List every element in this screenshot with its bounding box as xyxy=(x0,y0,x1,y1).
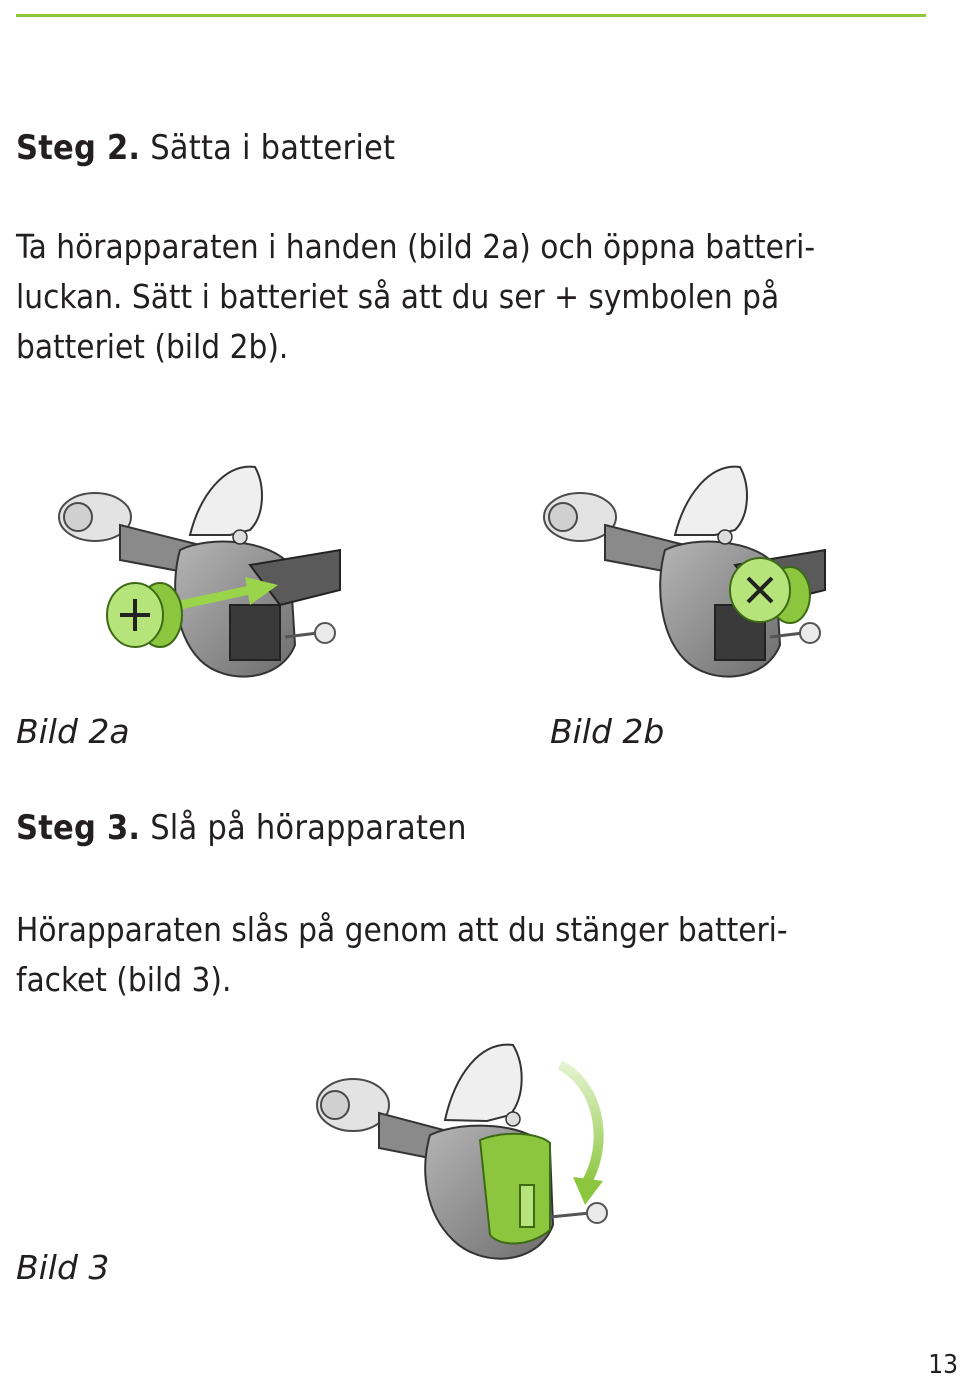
step2-paragraph xyxy=(16,222,815,372)
step3-line-2: facket (bild 3). xyxy=(16,960,232,999)
top-rule xyxy=(16,14,926,17)
step3-heading xyxy=(16,808,467,848)
step2-line-1: Ta hörapparaten i handen (bild 2a) och öppna batteri- xyxy=(16,227,816,266)
step2-line-2: luckan. Sätt i batteriet så att du ser + symbolen på xyxy=(16,277,780,316)
step2-label: Steg 2. xyxy=(16,128,141,168)
step3-paragraph xyxy=(16,905,788,1005)
step3-label: Steg 3. xyxy=(16,808,141,848)
step2-title: Sätta i batteriet xyxy=(150,128,396,168)
step3-line-1: Hörapparaten slås på genom att du stänger batteri- xyxy=(16,910,788,949)
figure-2b-battery-inserted xyxy=(535,455,835,695)
step3-title: Slå på hörapparaten xyxy=(150,808,467,848)
figure-3-closing-battery-door xyxy=(305,1035,625,1275)
step2-heading xyxy=(16,128,395,168)
page-number: 13 xyxy=(928,1350,958,1380)
figure-2a-hearing-aid-open xyxy=(50,455,350,695)
caption-bild-3: Bild 3 xyxy=(16,1248,110,1287)
step2-line-3: batteriet (bild 2b). xyxy=(16,327,289,366)
caption-bild-2b: Bild 2b xyxy=(550,712,665,751)
caption-bild-2a: Bild 2a xyxy=(16,712,130,751)
